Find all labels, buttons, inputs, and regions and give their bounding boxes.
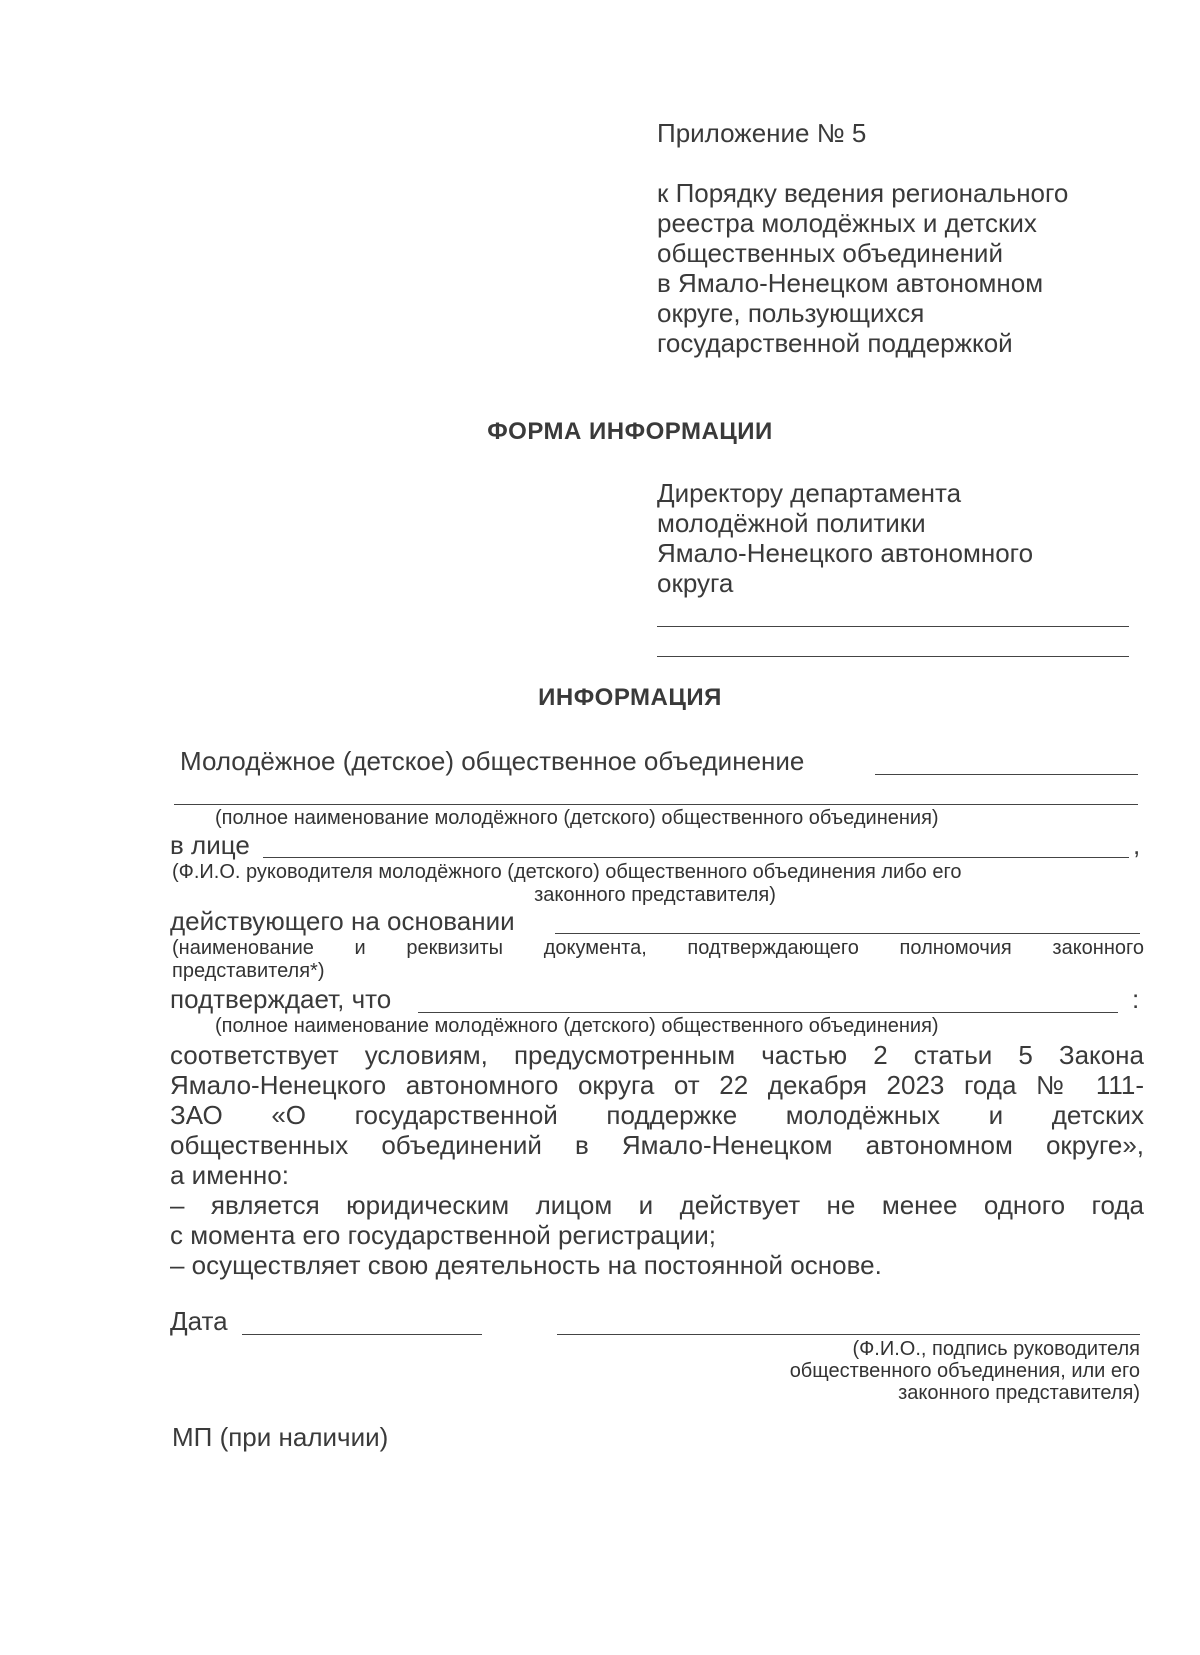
order-line: государственной поддержкой (657, 328, 1013, 358)
addressee-line: округа (657, 568, 734, 598)
person-hint-cont: законного представителя) (534, 884, 776, 906)
paragraph-line: общественных объединений в Ямало-Ненецком автономном округе», (170, 1130, 1144, 1160)
basis-label: действующего на основании (170, 906, 515, 936)
order-line: в Ямало-Ненецком автономном (657, 268, 1044, 298)
addressee-blank-line[interactable] (657, 626, 1129, 627)
paragraph-line: с момента его государственной регистрации; (170, 1220, 716, 1250)
addressee-line: Ямало-Ненецкого автономного (657, 538, 1034, 568)
signature-hint-line: общественного объединения, или его (789, 1360, 1140, 1382)
paragraph-line: Ямало-Ненецкого автономного округа от 22 декабря 2023 года № 111- (170, 1070, 1144, 1100)
person-hint: (Ф.И.О. руководителя молодёжного (детского) общественного объединения либо его (172, 861, 962, 883)
paragraph-line: ЗАО «О государственной поддержке молодёжных и детских (170, 1100, 1144, 1130)
info-title: ИНФОРМАЦИЯ (538, 684, 722, 711)
order-line: к Порядку ведения регионального (657, 178, 1069, 208)
basis-blank-line[interactable] (555, 933, 1140, 934)
org-hint: (полное наименование молодёжного (детского) общественного объединения) (215, 807, 939, 829)
signature-blank-line[interactable] (557, 1334, 1140, 1335)
person-label: в лице (170, 830, 250, 860)
addressee-block (657, 478, 1157, 598)
confirm-colon: : (1132, 984, 1140, 1014)
stamp-label: МП (при наличии) (172, 1422, 389, 1452)
form-title: ФОРМА ИНФОРМАЦИИ (487, 418, 773, 445)
paragraph-line: – является юридическим лицом и действует не менее одного года (170, 1190, 1144, 1220)
order-line: общественных объединений (657, 238, 1003, 268)
person-comma: , (1133, 830, 1141, 860)
addressee-line: Директору департамента (657, 478, 962, 508)
confirm-label: подтверждает, что (170, 984, 392, 1014)
signature-hint-line: (Ф.И.О., подпись руководителя (852, 1338, 1140, 1360)
signature-hint (640, 1338, 1140, 1404)
appendix-order-reference (657, 178, 1157, 358)
org-label: Молодёжное (детское) общественное объединение (180, 746, 805, 776)
org-blank-line-full[interactable] (174, 804, 1138, 805)
conditions-paragraph (170, 1040, 1144, 1280)
basis-hint-cont: представителя*) (172, 960, 325, 982)
org-blank-line[interactable] (875, 774, 1138, 775)
date-blank-line[interactable] (242, 1334, 482, 1335)
addressee-line: молодёжной политики (657, 508, 926, 538)
basis-hint: (наименование и реквизиты документа, подтверждающего полномочия законного (172, 937, 1144, 959)
signature-hint-line: законного представителя) (898, 1382, 1140, 1404)
addressee-blank-line[interactable] (657, 656, 1129, 657)
appendix-number: Приложение № 5 (657, 118, 867, 148)
paragraph-line: а именно: (170, 1160, 289, 1190)
paragraph-line: – осуществляет свою деятельность на постоянной основе. (170, 1250, 882, 1280)
order-line: округе, пользующихся (657, 298, 925, 328)
person-blank-line[interactable] (263, 857, 1129, 858)
confirm-hint: (полное наименование молодёжного (детского) общественного объединения) (215, 1015, 939, 1037)
confirm-blank-line[interactable] (418, 1012, 1118, 1013)
date-label: Дата (170, 1306, 228, 1336)
order-line: реестра молодёжных и детских (657, 208, 1037, 238)
paragraph-line: соответствует условиям, предусмотренным частью 2 статьи 5 Закона (170, 1040, 1144, 1070)
